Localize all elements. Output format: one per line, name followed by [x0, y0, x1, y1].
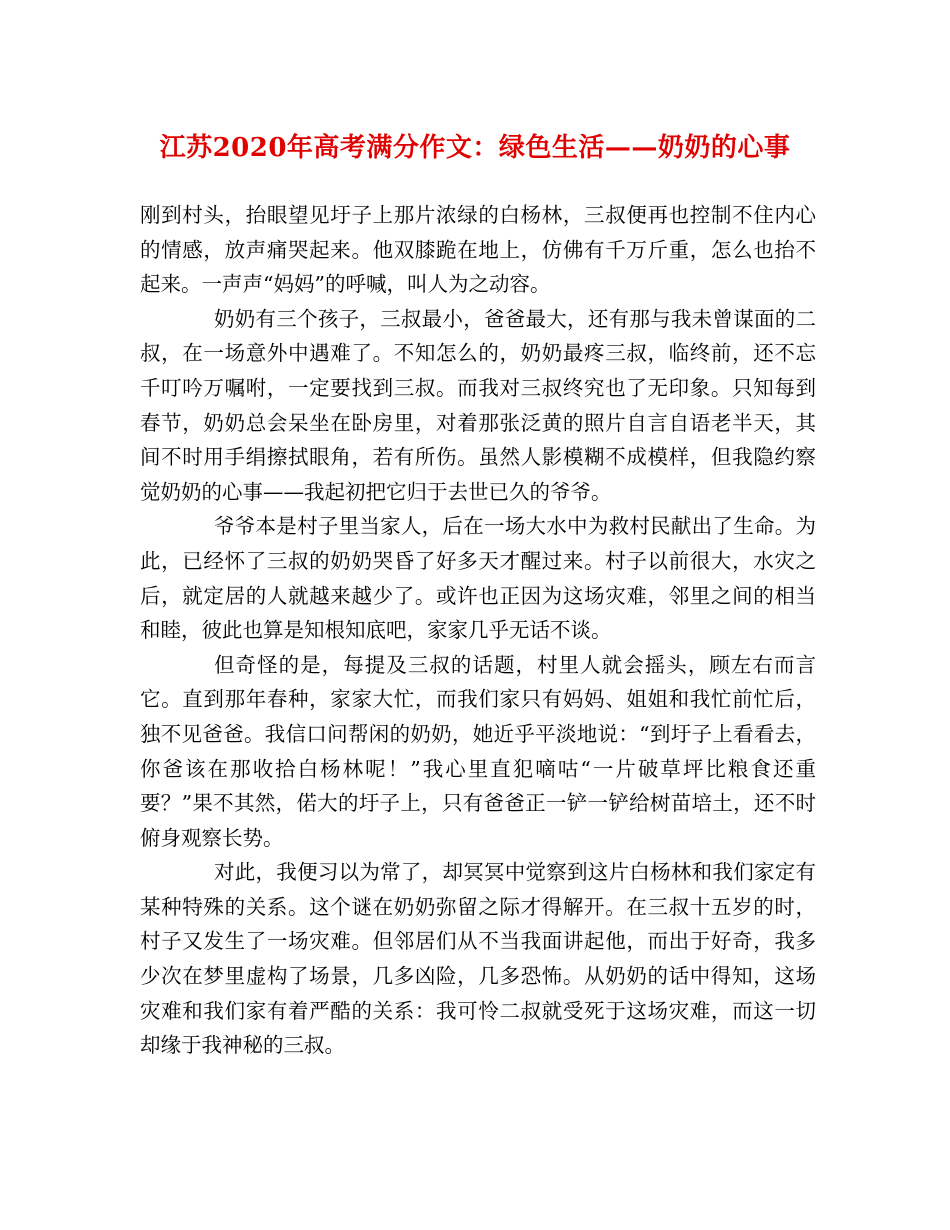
paragraph-5: 对此，我便习以为常了，却冥冥中觉察到这片白杨林和我们家定有某种特殊的关系。这个谜在奶奶弥留之际才得解开。在三叔十五岁的时，村子又发生了一场灾难。但邻居们从不当我面讲起他，而出于好奇，我多少次在梦里虚构了场景，几多凶险，几多恐怖。从奶奶的话中得知，这场灾难和我们家有着严酷的关系：我可怜二叔就受死于这场灾难，而这一切却缘于我神秘的三叔。: [140, 860, 816, 1058]
document-title: 江苏2020年高考满分作文：绿色生活——奶奶的心事: [159, 133, 791, 163]
paragraph-1: 刚到村头，抬眼望见圩子上那片浓绿的白杨林，三叔便再也控制不住内心的情感，放声痛哭起来。他双膝跪在地上，仿佛有千万斤重，怎么也抬不起来。一声声“妈妈”的呼喊，叫人为之动容。: [140, 203, 816, 297]
paragraph-2: 奶奶有三个孩子，三叔最小，爸爸最大，还有那与我未曾谋面的二叔，在一场意外中遇难了。不知怎么的，奶奶最疼三叔，临终前，还不忘千叮吟万嘱咐，一定要找到三叔。而我对三叔终究也了无印象。只知每到春节，奶奶总会呆坐在卧房里，对着那张泛黄的照片自言自语老半天，其间不时用手绢擦拭眼角，若有所伤。虽然人影模糊不成模样，但我隐约察觉奶奶的心事——我起初把它归于去世已久的爷爷。: [140, 306, 816, 504]
document-body: [140, 198, 816, 1063]
paragraph-4: 但奇怪的是，每提及三叔的话题，村里人就会摇头，顾左右而言它。直到那年春种，家家大忙，而我们家只有妈妈、姐姐和我忙前忙后，独不见爸爸。我信口问帮闲的奶奶，她近乎平淡地说：“到圩子上看看去，你爸该在那收拾白杨林呢！”我心里直犯嘀咕“一片破草坪比粮食还重要？”果不其然，偌大的圩子上，只有爸爸正一铲一铲给树苗培土，还不时俯身观察长势。: [140, 652, 816, 850]
paragraph-3: 爷爷本是村子里当家人，后在一场大水中为救村民献出了生命。为此，已经怀了三叔的奶奶哭昏了好多天才醒过来。村子以前很大，水灾之后，就定居的人就越来越少了。或许也正因为这场灾难，邻里之间的相当和睦，彼此也算是知根知底吧，家家几乎无话不谈。: [140, 514, 816, 643]
